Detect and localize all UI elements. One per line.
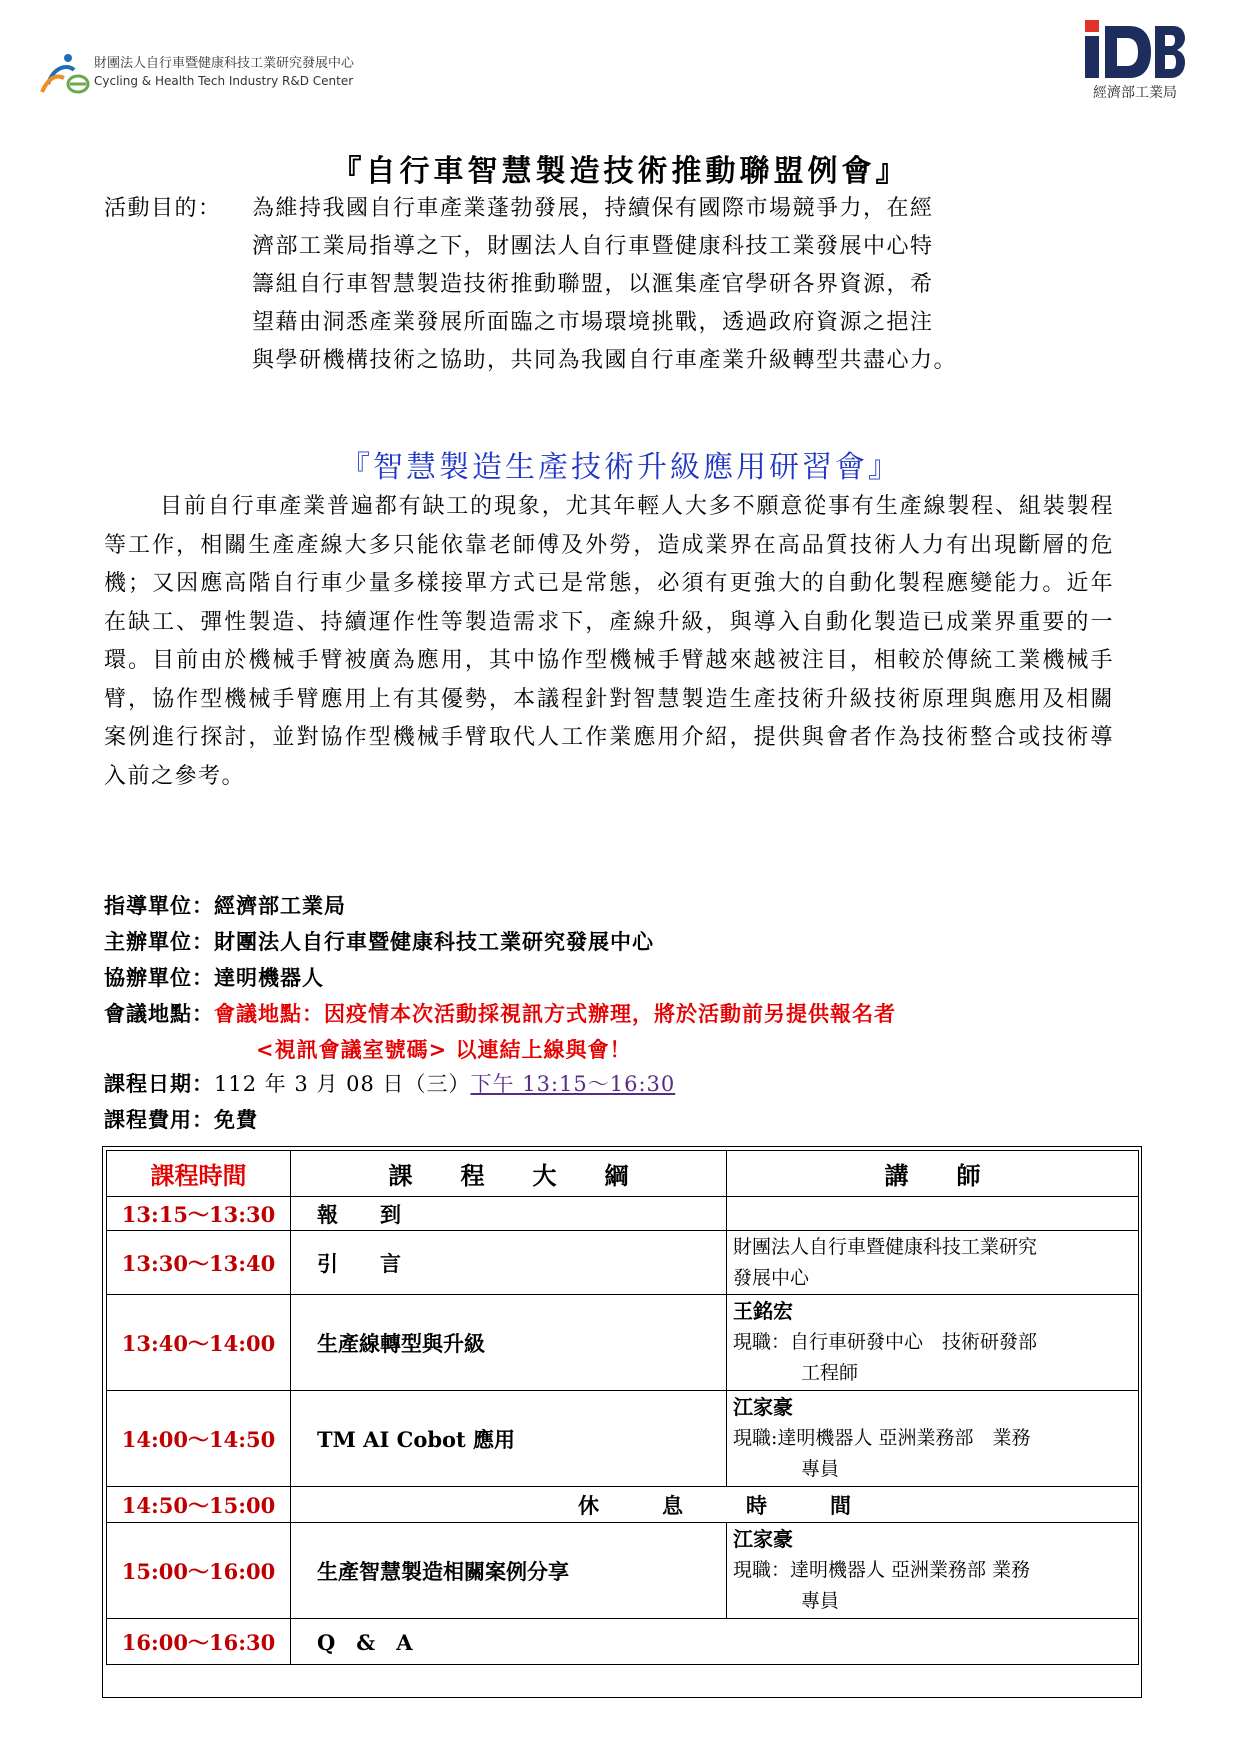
co-host-value: 達明機器人 <box>214 965 324 990</box>
row-time: 13:40～14:00 <box>107 1295 291 1391</box>
logo-chinese-name: 財團法人自行車暨健康科技工業研究發展中心 <box>94 56 355 71</box>
co-host-label: 協辦單位： <box>104 965 214 990</box>
page-title: 『自行車智慧製造技術推動聯盟例會』 <box>331 154 910 189</box>
row-speaker <box>727 1523 1139 1619</box>
table-row <box>107 1295 1139 1391</box>
speaker-role: 現職：自行車研發中心 技術研發部 <box>733 1331 1038 1353</box>
date-time-link[interactable]: 下午 13:15～16:30 <box>470 1072 676 1096</box>
speaker-name: 江家豪 <box>733 1527 793 1551</box>
row-time: 14:00～14:50 <box>107 1391 291 1487</box>
speaker-title: 專員 <box>801 1458 840 1480</box>
row-speaker <box>727 1231 1139 1295</box>
table-row <box>107 1391 1139 1487</box>
speaker-title: 專員 <box>801 1590 840 1612</box>
table-row <box>107 1197 1139 1231</box>
speaker-org: 財團法人自行車暨健康科技工業研究 <box>733 1235 1038 1258</box>
row-topic: 生產線轉型與升級 <box>291 1295 727 1391</box>
table-row <box>107 1487 1139 1523</box>
idb-logo <box>1075 20 1195 105</box>
course-date <box>104 1068 675 1098</box>
idb-logo-text: 經濟部工業局 <box>1093 85 1177 101</box>
host-value: 財團法人自行車暨健康科技工業研究發展中心 <box>214 929 654 954</box>
row-time: 13:30～13:40 <box>107 1231 291 1295</box>
header-speaker: 講 師 <box>727 1151 1139 1197</box>
logo-english-name: Cycling & Health Tech Industry R&D Center <box>94 74 354 88</box>
speaker-role: 現職:達明機器人 亞洲業務部 業務 <box>733 1427 1031 1449</box>
row-time: 16:00～16:30 <box>107 1619 291 1665</box>
date-label: 課程日期： <box>104 1071 214 1096</box>
cycling-center-logo <box>34 48 364 98</box>
purpose-line: 與學研機構技術之協助，共同為我國自行車產業升級轉型共盡心力。 <box>252 348 958 373</box>
purpose-line: 為維持我國自行車產業蓬勃發展，持續保有國際市場競爭力，在經 <box>252 196 934 221</box>
break-cell: 休 息 時 間 <box>291 1487 1139 1523</box>
row-topic: 報 到 <box>291 1197 727 1231</box>
table-row <box>107 1523 1139 1619</box>
host-label: 主辦單位： <box>104 929 214 954</box>
purpose-label: 活動目的： <box>104 196 222 221</box>
intro-paragraph: 目前自行車產業普遍都有缺工的現象，尤其年輕人大多不願意從事有生產線製程、組裝製程等工作，相關生產產線大多只能依靠老師傅及外勞，造成業界在高品質技術人力有出現斷層的危機；又因應高階自行車少量多樣接單方式已是常態，必須有更強大的自動化製程應變能力。近年在缺工、彈性製造、持續運作性等製造需求下，產線升級，與導入自動化製造已成業界重要的一環。目前由於機械手臂被廣為應用，其中協作型機械手臂越來越被注目，相較於傳統工業機械手臂，協作型機械手臂應用上有其優勢，本議程針對智慧製造生產技術升級技術原理與應用及相關案例進行探討，並對協作型機械手臂取代人工作業應用介紹，提供與會者作為技術整合或技術導入前之參考。 <box>104 494 1114 789</box>
row-time: 14:50～15:00 <box>107 1487 291 1523</box>
fee-value: 免費 <box>214 1107 258 1132</box>
header-time: 課程時間 <box>107 1151 291 1197</box>
fee-label: 課程費用： <box>104 1107 214 1132</box>
speaker-role: 現職：達明機器人 亞洲業務部 業務 <box>733 1559 1031 1581</box>
row-speaker <box>727 1295 1139 1391</box>
row-speaker <box>727 1197 1139 1231</box>
guide-label: 指導單位： <box>104 893 214 918</box>
workshop-title: 『智慧製造生產技術升級應用研習會』 <box>340 450 901 485</box>
venue-continued <box>256 1034 632 1064</box>
purpose-text <box>252 190 1118 380</box>
row-topic: Q & A <box>291 1619 1139 1665</box>
row-topic: TM AI Cobot 應用 <box>291 1391 727 1487</box>
guide-unit <box>104 890 346 920</box>
venue-label: 會議地點： <box>104 1001 214 1026</box>
guide-value: 經濟部工業局 <box>214 893 346 918</box>
purpose-line: 濟部工業局指導之下，財團法人自行車暨健康科技工業發展中心特 <box>252 234 934 259</box>
purpose-line: 望藉由洞悉產業發展所面臨之市場環境挑戰，透過政府資源之挹注 <box>252 310 934 335</box>
row-time: 15:00～16:00 <box>107 1523 291 1619</box>
venue-line-1: 會議地點：因疫情本次活動採視訊方式辦理，將於活動前另提供報名者 <box>214 1001 896 1026</box>
speaker-title: 工程師 <box>801 1362 859 1384</box>
purpose-line: 籌組自行車智慧製造技術推動聯盟，以滙集產官學研各界資源，希 <box>252 272 934 297</box>
row-topic: 生產智慧製造相關案例分享 <box>291 1523 727 1619</box>
course-fee <box>104 1104 258 1134</box>
table-header-row <box>107 1151 1139 1197</box>
row-speaker <box>727 1391 1139 1487</box>
row-time: 13:15～13:30 <box>107 1197 291 1231</box>
table-row <box>107 1619 1139 1665</box>
idb-logo-icon <box>1085 20 1185 78</box>
schedule-table <box>106 1150 1139 1665</box>
table-row <box>107 1231 1139 1295</box>
venue <box>104 998 896 1028</box>
speaker-name: 王銘宏 <box>733 1299 793 1323</box>
speaker-org-cont: 發展中心 <box>733 1266 810 1289</box>
host-unit <box>104 926 654 956</box>
venue-line-2: <視訊會議室號碼> 以連結上線與會！ <box>256 1037 632 1062</box>
header-topic: 課 程 大 綱 <box>291 1151 727 1197</box>
date-value: 112 年 3 月 08 日（三） <box>214 1072 471 1096</box>
speaker-name: 江家豪 <box>733 1395 793 1419</box>
row-topic: 引 言 <box>291 1231 727 1295</box>
co-host-unit <box>104 962 324 992</box>
cycling-center-logo-icon <box>34 48 94 98</box>
